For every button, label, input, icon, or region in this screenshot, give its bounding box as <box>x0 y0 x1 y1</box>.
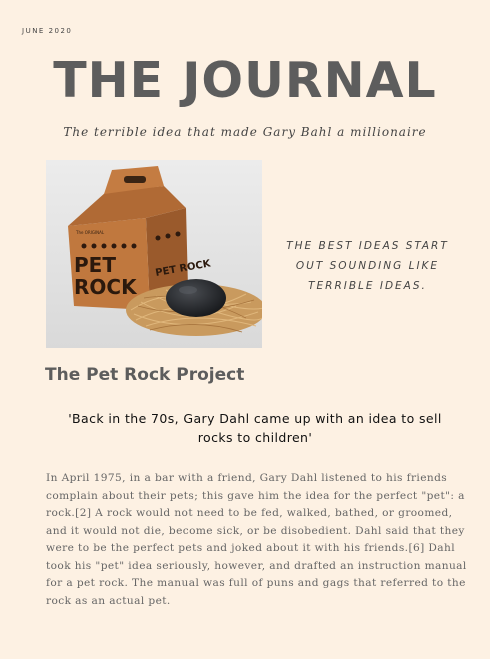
masthead-title: THE JOURNAL <box>53 52 437 109</box>
section-title: The Pet Rock Project <box>45 365 245 385</box>
headline-subtitle: The terrible idea that made Gary Bahl a millionaire <box>63 125 427 139</box>
article-body: In April 1975, in a bar with a friend, Gary Dahl listened to his friends complain about their pets; this gave him the idea for the perfect "pet": a rock.[2] A rock would not need to be fed, walked, bathed, or groomed, and it would not die, become sick, or be disobedient. Dahl said that they were to be the perfect pets and joked about it with his friends.[6] Dahl took his "pet" idea seriously, however, and drafted an instruction manual for a pet rock. The manual was full of puns and gags that referred to the rock as an actual pet. <box>46 472 467 607</box>
pull-quote: 'Back in the 70s, Gary Dahl came up with an idea to sell rocks to children' <box>68 411 442 445</box>
side-quote: THE BEST IDEAS START OUT SOUNDING LIKE TERRIBLE IDEAS. <box>286 240 449 292</box>
box-side-label: PET ROCK <box>154 258 212 279</box>
box-label-small: The ORIGINAL <box>76 230 105 235</box>
pet-rock-photo <box>46 160 262 348</box>
box-label-rock: ROCK <box>74 275 137 299</box>
box-label-pet: PET <box>74 253 116 277</box>
issue-date: JUNE 2020 <box>22 27 73 35</box>
